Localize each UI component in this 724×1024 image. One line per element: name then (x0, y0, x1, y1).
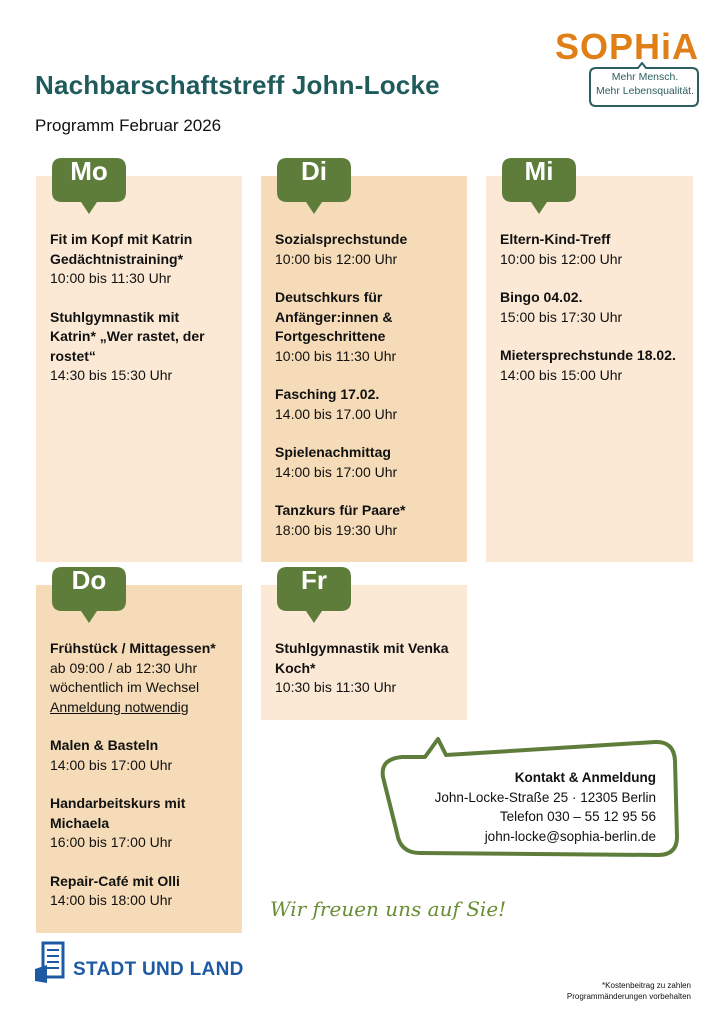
day-badge-tuesday (277, 158, 351, 220)
contact-address: John-Locke-Straße 25 · 12305 Berlin (434, 789, 656, 805)
event-title: Bingo 04.02. (500, 289, 583, 305)
event-time: 10:00 bis 11:30 Uhr (275, 347, 397, 364)
day-label: Di (301, 156, 327, 186)
event-title: Frühstück / Mittagessen* (50, 640, 216, 656)
event-item (50, 794, 228, 853)
event-title: Stuhlgymnastik mit Venka Koch* (275, 640, 449, 676)
event-item (275, 443, 453, 482)
event-title: Stuhlgymnastik mit Katrin* „Wer rastet, der rostet“ (50, 308, 205, 364)
event-time: 14:00 bis 17:00 Uhr (275, 463, 398, 480)
page-title: Nachbarschaftstreff John-Locke (35, 70, 440, 100)
logo-tagline (595, 70, 695, 98)
sophia-logo-wordmark: SOPHiA (555, 26, 700, 67)
event-item (275, 230, 453, 269)
contact-block (400, 768, 656, 846)
event-item (50, 872, 228, 911)
day-badge-friday (277, 567, 351, 629)
event-note: Anmeldung notwendig (50, 698, 189, 715)
event-title: Repair-Café mit Olli (50, 872, 180, 889)
event-item (275, 639, 453, 698)
event-time: 18:00 bis 19:30 Uhr (275, 521, 398, 538)
event-title: Eltern-Kind-Treff (500, 231, 611, 247)
event-item (275, 385, 453, 424)
event-time: 14:00 bis 17:00 Uhr (50, 756, 173, 773)
event-item (275, 501, 453, 540)
event-time: 16:00 bis 17:00 Uhr (50, 834, 173, 850)
event-title: Tanzkurs für Paare* (275, 502, 406, 518)
event-time: 14:00 bis 18:00 Uhr (50, 892, 173, 908)
event-title: Sozialsprechstunde (275, 231, 408, 247)
contact-email[interactable]: john-locke@sophia-berlin.de (484, 828, 656, 844)
greeting-text: Wir freuen uns auf Sie! (270, 897, 507, 921)
day-badge-thursday (52, 567, 126, 629)
event-item (50, 230, 228, 289)
day-label: Mo (70, 156, 108, 186)
event-time: 10:00 bis 11:30 Uhr (50, 270, 172, 286)
event-item (50, 308, 228, 386)
event-item (50, 736, 228, 775)
event-title: Handarbeitskurs mit Michaela (50, 795, 186, 831)
logo-tagline-line1: Mehr Mensch. (611, 71, 679, 83)
footnote (567, 980, 691, 1002)
day-box-tuesday (261, 156, 467, 562)
event-time: 14.00 bis 17.00 Uhr (275, 405, 398, 422)
day-box-wednesday (486, 156, 693, 562)
event-time: 15:00 bis 17:30 Uhr (500, 308, 623, 325)
event-time: ab 09:00 / ab 12:30 Uhr (50, 659, 198, 676)
day-label: Do (71, 565, 107, 595)
event-time: 10:00 bis 12:00 Uhr (275, 250, 398, 267)
footnote-line2: Programmänderungen vorbehalten (566, 992, 691, 1001)
event-item (50, 639, 228, 717)
event-title: Fasching 17.02. (275, 386, 380, 402)
event-time: 14:00 bis 15:00 Uhr (500, 366, 623, 383)
event-item (500, 230, 679, 269)
footnote-line1: *Kostenbeitrag zu zahlen (602, 981, 691, 990)
event-title: Deutschkurs für Anfänger:innen & Fortgeschrittene (275, 289, 393, 344)
event-item (500, 288, 679, 327)
event-title: Spielenachmittag (275, 444, 391, 460)
page-subtitle: Programm Februar 2026 (35, 116, 222, 135)
day-label: Fr (301, 565, 327, 595)
logo-tagline-line2: Mehr Lebensqualität. (595, 85, 695, 97)
contact-title: Kontakt & Anmeldung (514, 770, 656, 785)
event-extra: wöchentlich im Wechsel (50, 679, 200, 695)
day-badge-monday (52, 158, 126, 220)
event-title: Mietersprechstunde 18.02. (500, 347, 676, 363)
partner-logo-text: STADT UND LAND (73, 959, 244, 980)
contact-phone: Telefon 030 – 55 12 95 56 (499, 809, 656, 824)
event-time: 10:30 bis 11:30 Uhr (275, 679, 397, 695)
day-badge-wednesday (502, 158, 576, 220)
day-label: Mi (524, 156, 554, 186)
event-time: 14:30 bis 15:30 Uhr (50, 367, 173, 383)
day-box-monday (36, 156, 242, 562)
event-item (500, 346, 679, 385)
day-box-thursday (36, 565, 242, 933)
event-item (275, 288, 453, 366)
building-icon (35, 941, 67, 983)
event-time: 10:00 bis 12:00 Uhr (500, 250, 623, 267)
event-title: Fit im Kopf mit Katrin Gedächtnistraining* (50, 231, 193, 267)
event-title: Malen & Basteln (50, 737, 159, 753)
day-box-friday (261, 565, 467, 720)
